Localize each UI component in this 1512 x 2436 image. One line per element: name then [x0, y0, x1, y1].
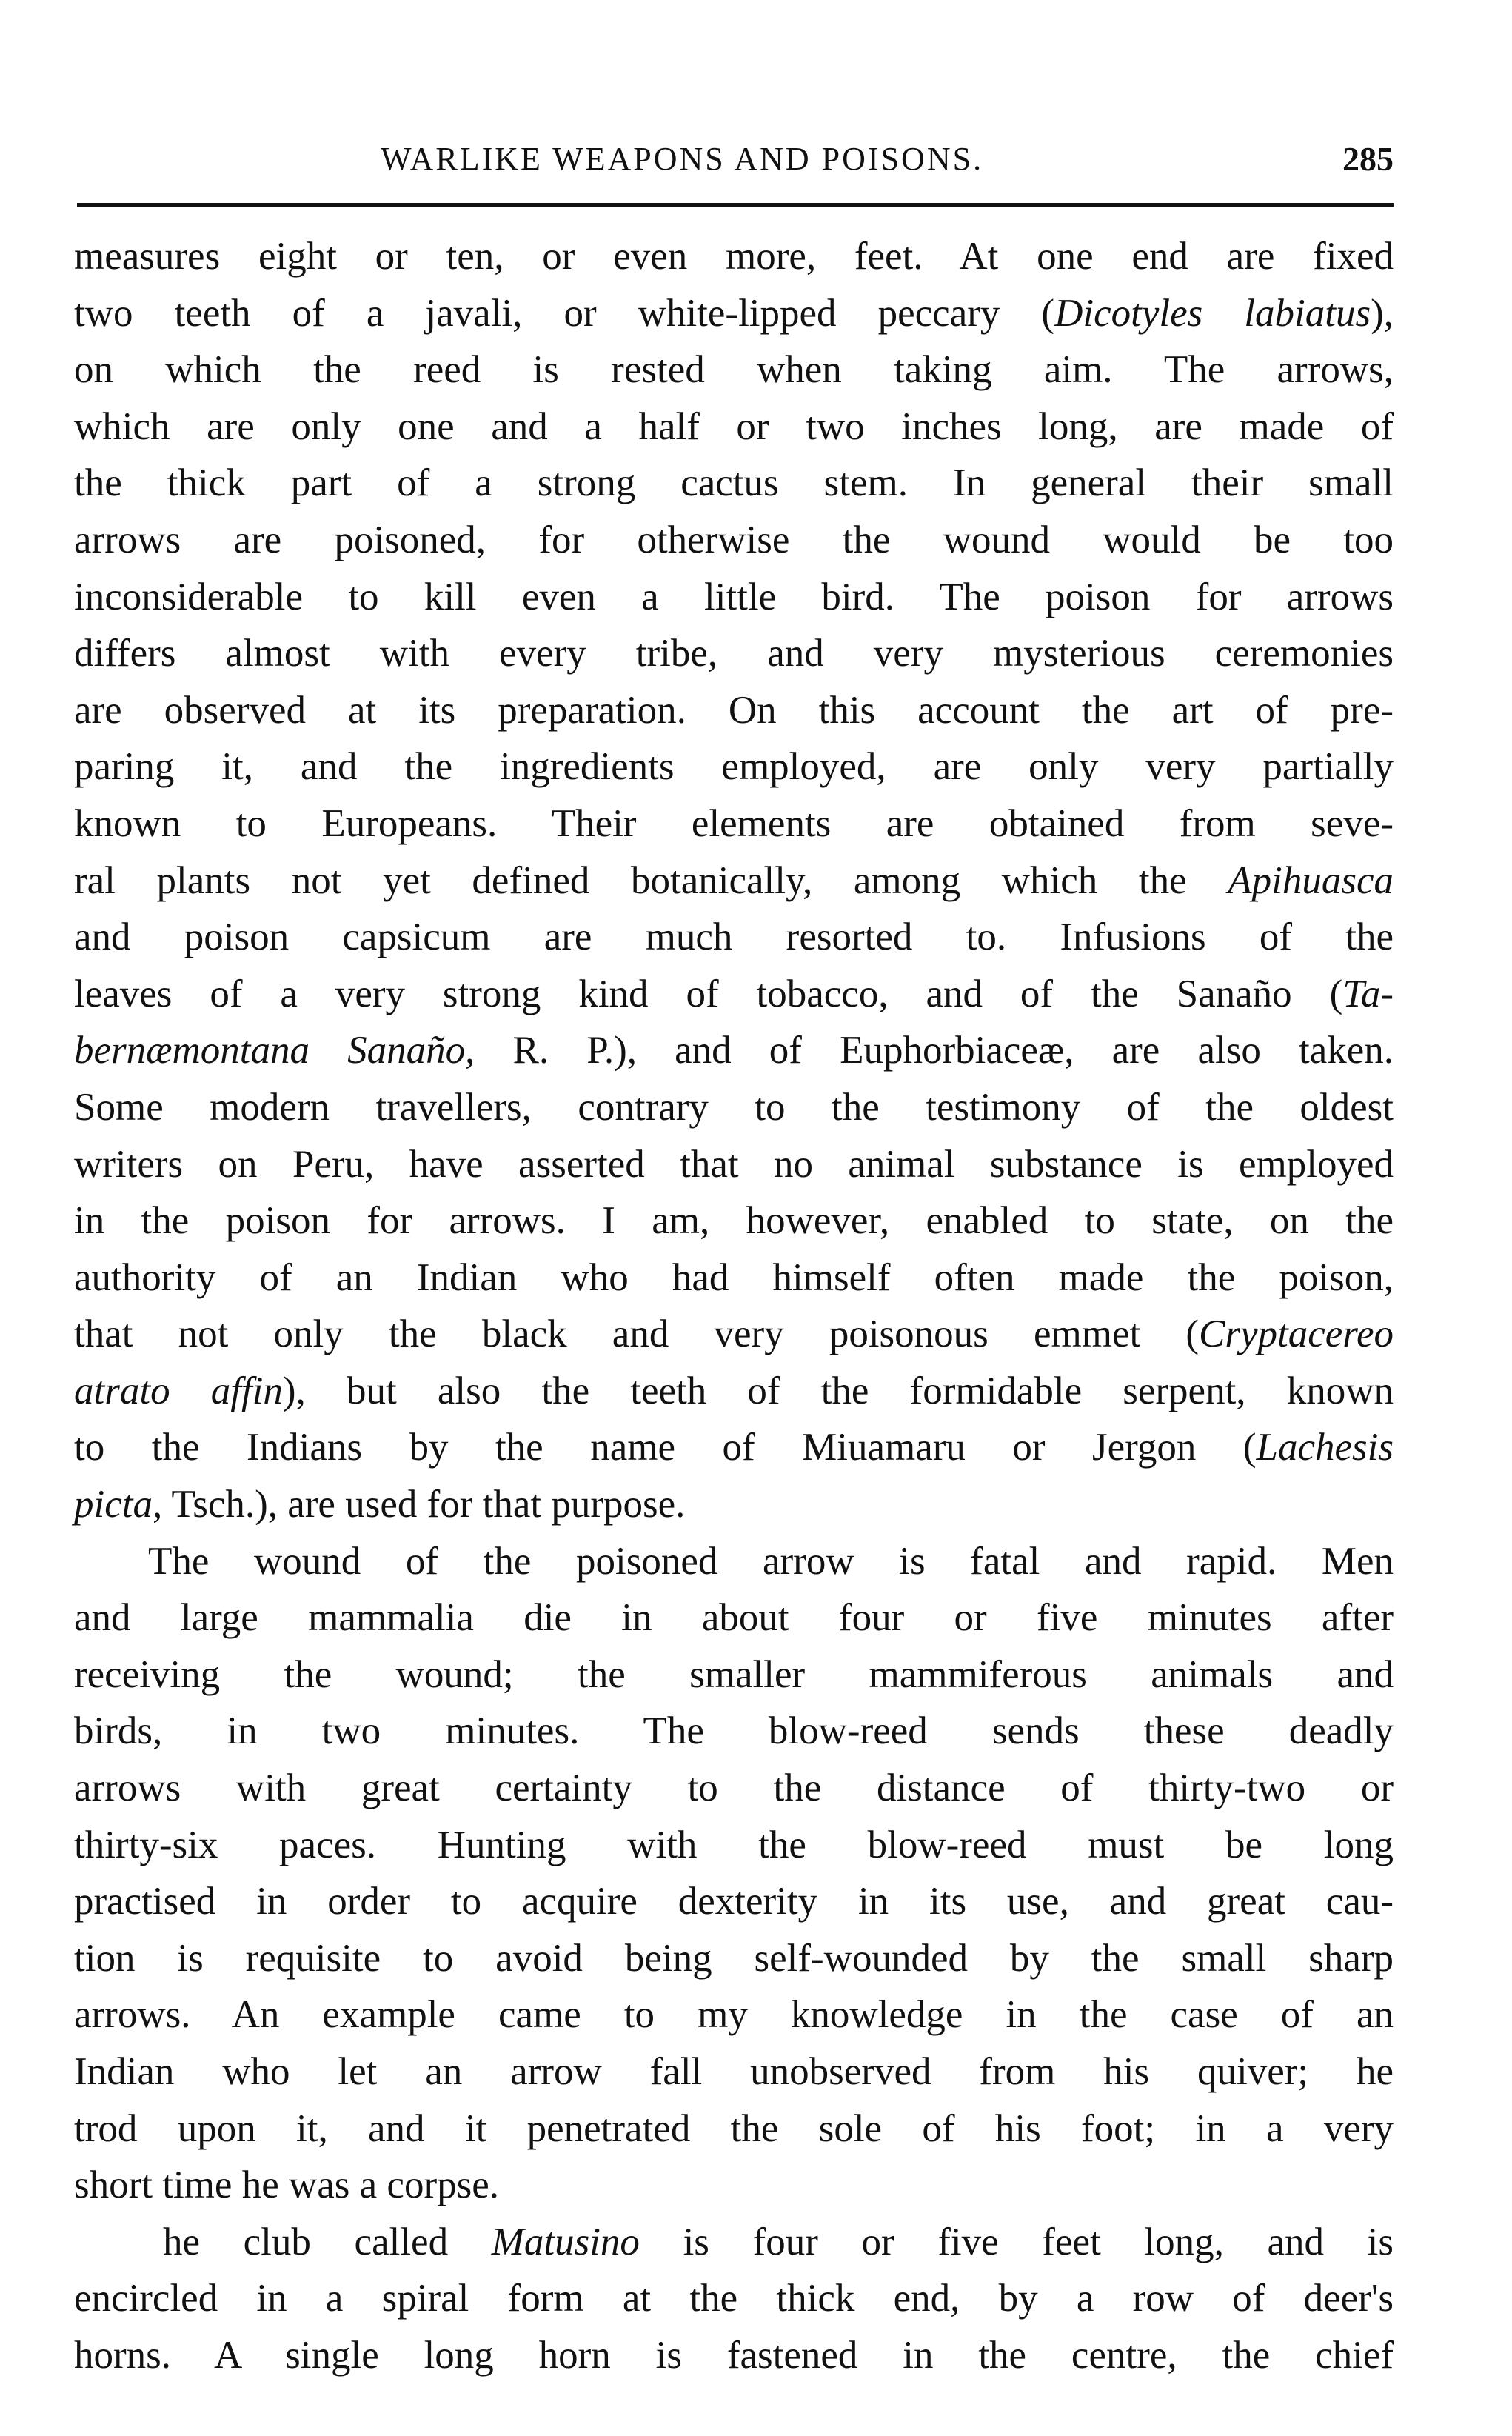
text-segment: short time he was a corpse. — [74, 2163, 499, 2207]
text-line — [74, 1022, 1394, 1079]
text-segment: birds, in two minutes. The blow-reed sends these deadly — [74, 1709, 1394, 1753]
body-text — [74, 228, 1394, 2384]
text-segment: ), but also the teeth of the formidable serpent, known — [282, 1369, 1394, 1412]
italic-term: Matusino — [491, 2220, 640, 2263]
text-line — [74, 1930, 1394, 1987]
text-line — [74, 1192, 1394, 1249]
text-segment: The wound of the poisoned arrow is fatal and rapid. Men — [148, 1539, 1394, 1583]
text-line — [74, 1306, 1394, 1363]
text-line — [74, 1986, 1394, 2043]
text-line — [74, 1589, 1394, 1646]
text-segment: encircled in a spiral form at the thick end, by a row of deer's — [74, 2277, 1394, 2320]
text-segment: the thick part of a strong cactus stem. In general their small — [74, 461, 1394, 505]
text-segment: which are only one and a half or two inches long, are made of — [74, 404, 1394, 448]
text-line — [74, 1646, 1394, 1703]
text-segment: arrows are poisoned, for otherwise the wound would be too — [74, 518, 1394, 561]
text-line — [74, 2100, 1394, 2158]
text-segment: Indian who let an arrow fall unobserved from his quiver; he — [74, 2050, 1394, 2093]
text-segment: ral plants not yet defined botanically, among which the — [74, 858, 1228, 902]
italic-term: Ta- — [1342, 972, 1394, 1015]
text-segment: , R. P.), and of Euphorbiaceæ, are also taken. — [465, 1029, 1394, 1072]
text-line — [74, 2327, 1394, 2384]
text-line — [74, 2214, 1394, 2271]
italic-term: picta — [74, 1483, 153, 1526]
text-segment: differs almost with every tribe, and very mysterious ceremonies — [74, 632, 1394, 675]
running-header — [74, 133, 1394, 185]
text-line — [74, 738, 1394, 795]
text-segment: known to Europeans. Their elements are obtained from seve- — [74, 801, 1394, 845]
text-segment: to the Indians by the name of Miuamaru or Jergon ( — [74, 1426, 1257, 1469]
text-line — [74, 1136, 1394, 1193]
text-line — [74, 228, 1394, 285]
text-segment: leaves of a very strong kind of tobacco, and of the Sanaño ( — [74, 972, 1343, 1015]
text-segment: Some modern travellers, contrary to the testimony of the oldest — [74, 1085, 1394, 1129]
text-segment: trod upon it, and it penetrated the sole of his foot; in a very — [74, 2106, 1394, 2150]
text-line — [74, 1873, 1394, 1930]
text-segment: horns. A single long horn is fastened in the centre, the chief — [74, 2333, 1394, 2377]
text-line — [74, 2157, 1394, 2214]
italic-term: Lachesis — [1256, 1426, 1394, 1469]
italic-term: Dicotyles labiatus — [1054, 291, 1371, 335]
text-line — [74, 795, 1394, 852]
text-line — [74, 1419, 1394, 1476]
text-segment: receiving the wound; the smaller mammiferous animals and — [74, 1652, 1394, 1696]
text-line — [74, 1533, 1394, 1590]
text-line — [74, 2270, 1394, 2327]
text-line — [74, 909, 1394, 966]
text-line — [74, 1079, 1394, 1136]
italic-term: atrato affin — [74, 1369, 283, 1412]
text-segment: , Tsch.), are used for that purpose. — [152, 1483, 686, 1526]
running-title: WARLIKE WEAPONS AND POISONS. — [380, 141, 984, 177]
text-line — [74, 569, 1394, 626]
text-line — [74, 341, 1394, 398]
text-line — [74, 852, 1394, 910]
text-line — [74, 512, 1394, 569]
text-line — [74, 625, 1394, 682]
italic-term: bernæmontana Sanaño — [74, 1029, 466, 1072]
text-segment: arrows. An example came to my knowledge in the case of an — [74, 1993, 1394, 2037]
text-line — [74, 455, 1394, 512]
page-number: 285 — [1342, 140, 1394, 178]
text-line — [74, 285, 1394, 342]
text-segment: two teeth of a javali, or white-lipped peccary ( — [74, 291, 1055, 335]
text-line — [74, 1760, 1394, 1817]
text-segment: on which the reed is rested when taking aim. The arrows, — [74, 348, 1394, 392]
text-line — [74, 1363, 1394, 1420]
text-segment: paring it, and the ingredients employed, are only very partially — [74, 745, 1394, 789]
text-segment: measures eight or ten, or even more, feet. At one end are fixed — [74, 235, 1394, 278]
text-line — [74, 1817, 1394, 1874]
text-segment: ), — [1371, 291, 1394, 335]
text-segment: he club called — [163, 2220, 492, 2263]
header-rule — [77, 203, 1394, 207]
text-line — [74, 1476, 1394, 1533]
text-segment: in the poison for arrows. I am, however, enabled to state, on the — [74, 1199, 1394, 1243]
text-segment: arrows with great certainty to the distance of thirty-two or — [74, 1766, 1394, 1810]
italic-term: Apihuasca — [1228, 858, 1394, 902]
italic-term: Cryptacereo — [1199, 1312, 1394, 1356]
text-segment: is four or five feet long, and is — [639, 2220, 1394, 2263]
text-segment: are observed at its preparation. On this account the art of pre- — [74, 688, 1394, 732]
text-segment: inconsiderable to kill even a little bird. The poison for arrows — [74, 575, 1394, 618]
text-segment: and large mammalia die in about four or five minutes after — [74, 1596, 1394, 1640]
text-segment: thirty-six paces. Hunting with the blow-reed must be long — [74, 1823, 1394, 1866]
text-segment: writers on Peru, have asserted that no animal substance is employed — [74, 1142, 1394, 1186]
text-segment: authority of an Indian who had himself often made the poison, — [74, 1255, 1394, 1299]
text-line — [74, 398, 1394, 456]
text-line — [74, 1249, 1394, 1307]
text-segment: that not only the black and very poisonous emmet ( — [74, 1312, 1200, 1356]
text-segment: and poison capsicum are much resorted to. Infusions of the — [74, 915, 1394, 959]
text-segment: tion is requisite to avoid being self-wounded by the small sharp — [74, 1936, 1394, 1980]
text-line — [74, 1703, 1394, 1760]
text-line — [74, 2043, 1394, 2100]
text-segment: practised in order to acquire dexterity in its use, and great cau- — [74, 1880, 1394, 1923]
text-line — [74, 966, 1394, 1023]
text-line — [74, 682, 1394, 739]
